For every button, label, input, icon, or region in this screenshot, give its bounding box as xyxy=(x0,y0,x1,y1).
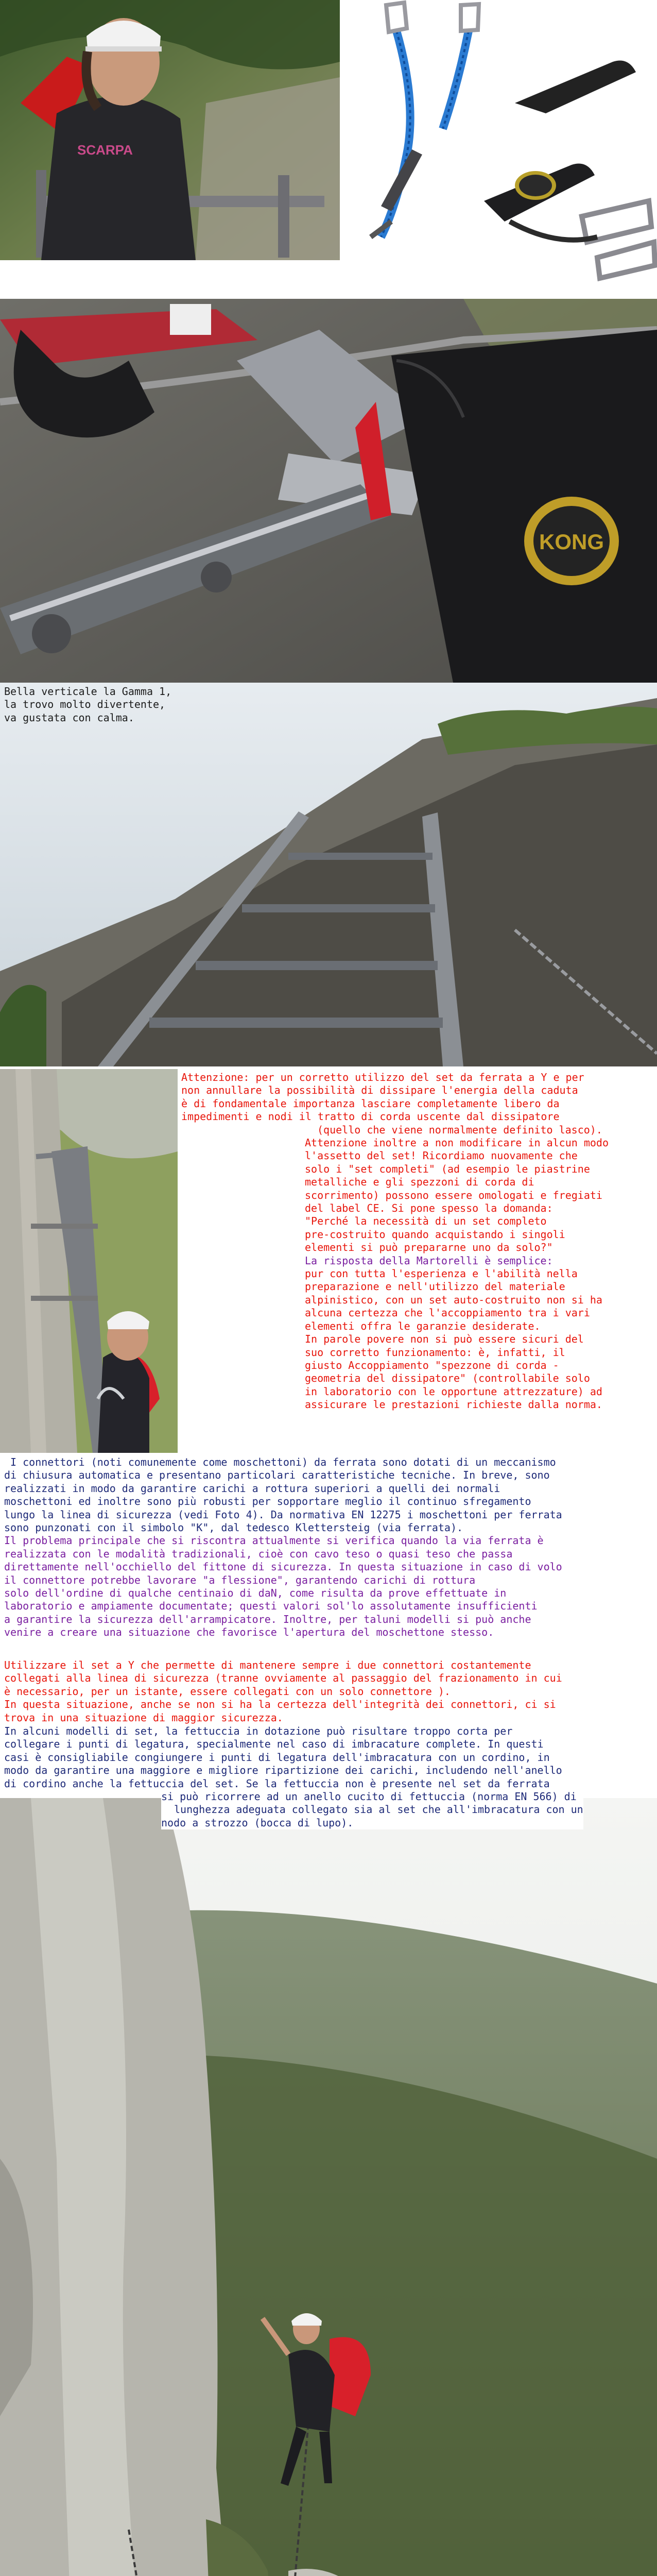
harness-block-indented xyxy=(161,1790,583,1829)
harness-line: In alcuni modelli di set, la fettuccia in dotazione può risultare troppo corta per xyxy=(4,1725,513,1737)
connectors-line: direttamente nell'occhiello del fittone di sicurezza. In questa situazione in caso di volo xyxy=(4,1561,562,1573)
attention-line: l'assetto del set! Ricordiamo nuovamente che xyxy=(305,1149,578,1162)
harness-line: modo da garantire una maggiore e migliore ripartizione dei carichi, includendo nell'anello xyxy=(4,1764,562,1777)
photo-climber-ladder xyxy=(0,1069,178,1453)
connectors-line: realizzata con le modalità tradizionali, cioè con cavo teso o quasi teso che passa xyxy=(4,1547,513,1560)
connectors-line: laboratorio e ampiamente documentate; questi valori sol'lo assolutamente insufficienti xyxy=(4,1600,538,1613)
connectors-line: sono punzonati con il simbolo "K", dal tedesco Klettersteig (via ferrata). xyxy=(4,1521,463,1534)
connectors-line: Il problema principale che si riscontra attualmente si verifica quando la via ferrata è xyxy=(4,1534,544,1547)
attention-line: metalliche e gli spezzoni di corda di xyxy=(305,1176,534,1189)
connectors-line: venire a creare una situazione che favorisce l'apertura del moschettone stesso. xyxy=(4,1626,494,1639)
attention-line: è di fondamentale importanza lasciare completamente libero da xyxy=(181,1097,560,1110)
connectors-block xyxy=(4,1456,562,1639)
harness-block xyxy=(4,1725,562,1790)
connectors-line: il connettore potrebbe lavorare "a flessione", garantendo carichi di rottura xyxy=(4,1573,476,1586)
caption-line: la trovo molto divertente, xyxy=(4,698,166,711)
usage-line: Utilizzare il set a Y che permette di mantenere sempre i due connettori costantemente xyxy=(4,1659,531,1671)
attention-line: elementi offra le garanzie desiderate. xyxy=(305,1319,541,1332)
photo-climber-portrait xyxy=(0,0,340,260)
usage-line: In questa situazione, anche se non si ha la certezza dell'integrità dei connettori, ci si xyxy=(4,1698,556,1711)
connectors-line: di chiusura automatica e presentano particolari caratteristiche tecniche. In breve, sono xyxy=(4,1469,550,1482)
attention-line: (quello che viene normalmente definito lasco). xyxy=(317,1123,602,1136)
caption-ladder xyxy=(4,685,171,724)
attention-line: solo i "set completi" (ad esempio le piastrine xyxy=(305,1162,590,1175)
attention-line: scorrimento) possono essere omologati e fregiati xyxy=(305,1189,602,1201)
attention-line: non annullare la possibilità di dissipare l'energia della caduta xyxy=(181,1084,578,1097)
photo-climber-wall xyxy=(0,1798,657,2576)
harness-line: di cordino anche la fettuccia del set. Se la fettuccia non è presente nel set da ferrata xyxy=(4,1777,550,1790)
connectors-line: a garantire la sicurezza dell'arrampicatore. Inoltre, per taluni modelli si può anche xyxy=(4,1613,531,1625)
photo-carabiner-closeup xyxy=(0,299,657,683)
attention-line: pur con tutta l'esperienza e l'abilità nella xyxy=(305,1267,578,1280)
attention-line: suo corretto funzionamento: è, infatti, il xyxy=(305,1346,565,1359)
attention-line: preparazione e nell'utilizzo del materiale xyxy=(305,1280,565,1293)
usage-line: collegati alla linea di sicurezza (tranne ovviamente al passaggio del frazionamento in cui xyxy=(4,1672,562,1685)
photo-ladder xyxy=(0,683,657,1066)
attention-block-indented xyxy=(305,1137,609,1412)
attention-line: alcuna certezza che l'accoppiamento tra i vari xyxy=(305,1307,590,1319)
attention-line: del label CE. Si pone spesso la domanda: xyxy=(305,1202,553,1215)
attention-line: elementi si può prepararne uno da solo?" xyxy=(305,1241,553,1254)
connectors-line: I connettori (noti comunemente come moschettoni) da ferrata sono dotati di un meccanismo xyxy=(4,1456,556,1468)
caption-line: Bella verticale la Gamma 1, xyxy=(4,685,172,698)
caption-line: va gustata con calma. xyxy=(4,711,134,724)
attention-line: "Perché la necessità di un set completo xyxy=(305,1215,547,1228)
svg-text:SCARPA: SCARPA xyxy=(77,142,133,158)
attention-line: In parole povere non si può essere sicuri del xyxy=(305,1333,584,1346)
attention-line: impedimenti e nodi il tratto di corda uscente dal dissipatore xyxy=(181,1110,560,1123)
attention-block xyxy=(181,1071,602,1137)
harness-line: si può ricorrere ad un anello cucito di fettuccia (norma EN 566) di xyxy=(161,1790,583,1803)
attention-line: alpinistico, con un set auto-costruito non si ha xyxy=(305,1293,602,1306)
usage-block xyxy=(4,1659,562,1724)
connectors-line: solo dell'ordine di qualche centinaio di daN, come risulta da prove effettuate in xyxy=(4,1587,507,1600)
photo-yset-product xyxy=(340,0,657,299)
attention-line: pre-costruito quando acquistando i singoli xyxy=(305,1228,565,1241)
harness-line: nodo a strozzo (bocca di lupo). xyxy=(161,1817,583,1829)
usage-line: è necessario, per un istante, essere collegati con un solo connettore ). xyxy=(4,1685,451,1698)
connectors-line: realizzati in modo da garantire carichi a rottura superiori a quelli dei normali xyxy=(4,1482,500,1495)
harness-line: lunghezza adeguata collegato sia al set che all'imbracatura con un xyxy=(161,1803,583,1816)
connectors-line: lungo la linea di sicurezza (vedi Foto 4). Da normativa EN 12275 i moschettoni per ferrata xyxy=(4,1508,562,1521)
attention-line: Attenzione: per un corretto utilizzo del set da ferrata a Y e per xyxy=(181,1071,584,1083)
kong-logo: KONG xyxy=(539,530,604,554)
attention-line: in laboratorio con le opportune attrezzature) ad xyxy=(305,1385,602,1398)
attention-line: geometria del dissipatore" (controllabile solo xyxy=(305,1372,590,1385)
attention-line: Attenzione inoltre a non modificare in alcun modo xyxy=(305,1137,609,1149)
harness-line: casi è consigliabile congiungere i punti di legatura dell'imbracatura con un cordino, in xyxy=(4,1751,550,1764)
connectors-line: moschettoni ed inoltre sono più robusti per sopportare meglio il continuo sfregamento xyxy=(4,1495,531,1508)
attention-line: assicurare le prestazioni richieste dalla norma. xyxy=(305,1398,602,1411)
attention-line-highlight: La risposta della Martorelli è semplice: xyxy=(305,1254,553,1267)
attention-line: giusto Accoppiamento "spezzone di corda - xyxy=(305,1359,559,1371)
usage-line: trova in una situazione di maggior sicurezza. xyxy=(4,1711,283,1724)
harness-line: collegare i punti di legatura, specialmente nel caso di imbracature complete. In questi xyxy=(4,1738,544,1751)
